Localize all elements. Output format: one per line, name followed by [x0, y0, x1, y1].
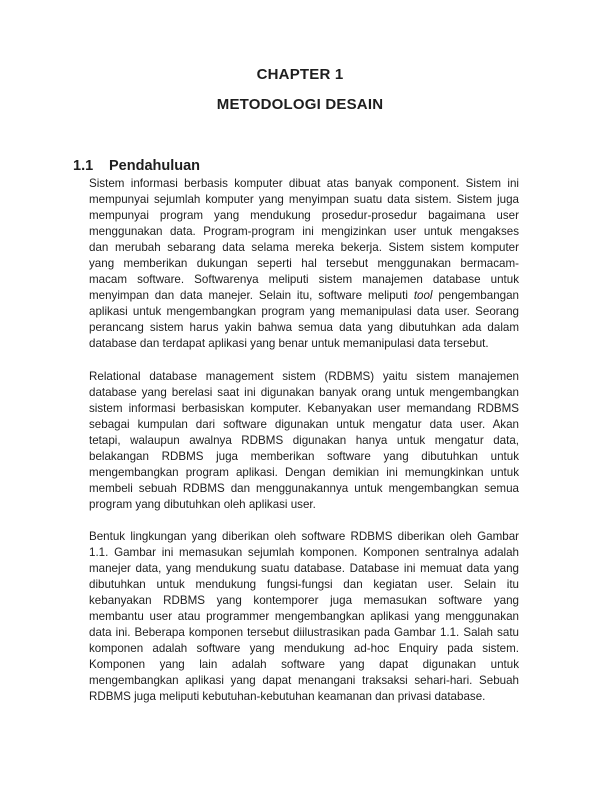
- text-line: dan merubah sebarang data selama mereka bekerja. Sistem sistem komputer: [89, 241, 519, 255]
- text-line-with-italic: [89, 288, 519, 304]
- section-title: Pendahuluan: [109, 158, 201, 174]
- paragraph: [89, 529, 519, 706]
- section-number: 1.1: [73, 158, 94, 174]
- text-line: komponen adalah software yang mendukung ad-hoc Enquiry pada sistem.: [89, 642, 519, 656]
- text-line: mengembangkan aplikasi yang dapat menangani traksaksi sehari-hari. Sebuah: [89, 674, 519, 688]
- text-line: macam software. Softwarenya meliputi sistem manajemen database untuk: [89, 273, 519, 287]
- text-segment: menyimpan dan data manejer. Selain itu, software meliputi: [89, 289, 414, 303]
- text-line: belakangan RDBMS juga memberikan software yang dibutuhkan untuk: [89, 449, 519, 463]
- text-line: mengembangkan program aplikasi. Dengan demikian ini memungkinkan untuk: [89, 465, 519, 479]
- text-line: program yang dibutuhkan oleh aplikasi user.: [89, 497, 316, 511]
- text-line: data ini. Beberapa komponen tersebut diilustrasikan pada Gambar 1.1. Salah satu: [89, 626, 519, 640]
- text-line: Relational database management sistem (RDBMS) yaitu sistem manajemen: [89, 369, 519, 383]
- text-line: dibutuhkan untuk mendukung fungsi-fungsi dan kegiatan user. Selain itu: [89, 578, 519, 592]
- text-line: Komponen yang lain adalah software yang dapat digunakan untuk: [89, 658, 519, 672]
- text-line: manejer data, yang mendukung suatu database. Database ini memuat data yang: [89, 562, 519, 576]
- text-line: aplikasi untuk mengembangkan program yang memanipulasi data user. Seorang: [89, 305, 519, 319]
- text-line: database yang berelasi saat ini digunakan banyak orang untuk mengembangkan: [89, 385, 519, 399]
- text-line: membeli sebuah RDBMS dan menggunakannya untuk mengembangkan semua: [89, 481, 519, 495]
- text-line: membantu user atau programmer mengembangkan aplikasi yang menggunakan: [89, 610, 519, 624]
- body-text: [89, 176, 519, 721]
- text-line: kebanyakan RDBMS yang kontemporer juga memasukan software yang: [89, 594, 519, 608]
- text-line: sebagai kumpulan dari software digunakan untuk mengatur data user. Akan: [89, 417, 519, 431]
- text-line: mempunyai program yang mendukung prosedur-prosedur bagaimana user: [89, 209, 519, 223]
- text-line: Bentuk lingkungan yang diberikan oleh software RDBMS diberikan oleh Gambar: [89, 529, 519, 543]
- text-line: Sistem informasi berbasis komputer dibuat atas banyak component. Sistem ini: [89, 177, 519, 190]
- text-line: database dan terdapat aplikasi yang benar untuk memanipulasi data tersebut.: [89, 337, 489, 351]
- paragraph: [89, 369, 519, 513]
- text-line: mempunyai sejumlah komputer yang menyimpan suatu data sistem. Sistem juga: [89, 193, 519, 207]
- text-line: sistem informasi berbasiskan komputer. Kebanyakan user memandang RDBMS: [89, 401, 519, 415]
- chapter-label: CHAPTER 1: [256, 66, 344, 83]
- text-line: perancang sistem harus yakin bahwa semua data yang dibutuhkan ada dalam: [89, 321, 519, 335]
- text-segment: pengembangan: [432, 289, 519, 303]
- text-line: RDBMS juga meliputi kebutuhan-kebutuhan keamanan dan privasi database.: [89, 690, 486, 704]
- paragraph: [89, 176, 519, 353]
- section-heading: [73, 158, 200, 174]
- text-line: tetapi, walaupun awalnya RDBMS digunakan hanya untuk mengatur data,: [89, 433, 519, 447]
- text-line: menggunakan data. Program-program ini mengizinkan user untuk mengakses: [89, 225, 519, 239]
- chapter-title: METODOLOGI DESAIN: [216, 96, 384, 113]
- text-line: 1.1. Gambar ini memasukan sejumlah komponen. Komponen sentralnya adalah: [89, 545, 519, 559]
- text-line: yang memberikan dukungan seperti hal tersebut menggunakan bermacam-: [89, 257, 519, 271]
- italic-word: tool: [413, 289, 433, 303]
